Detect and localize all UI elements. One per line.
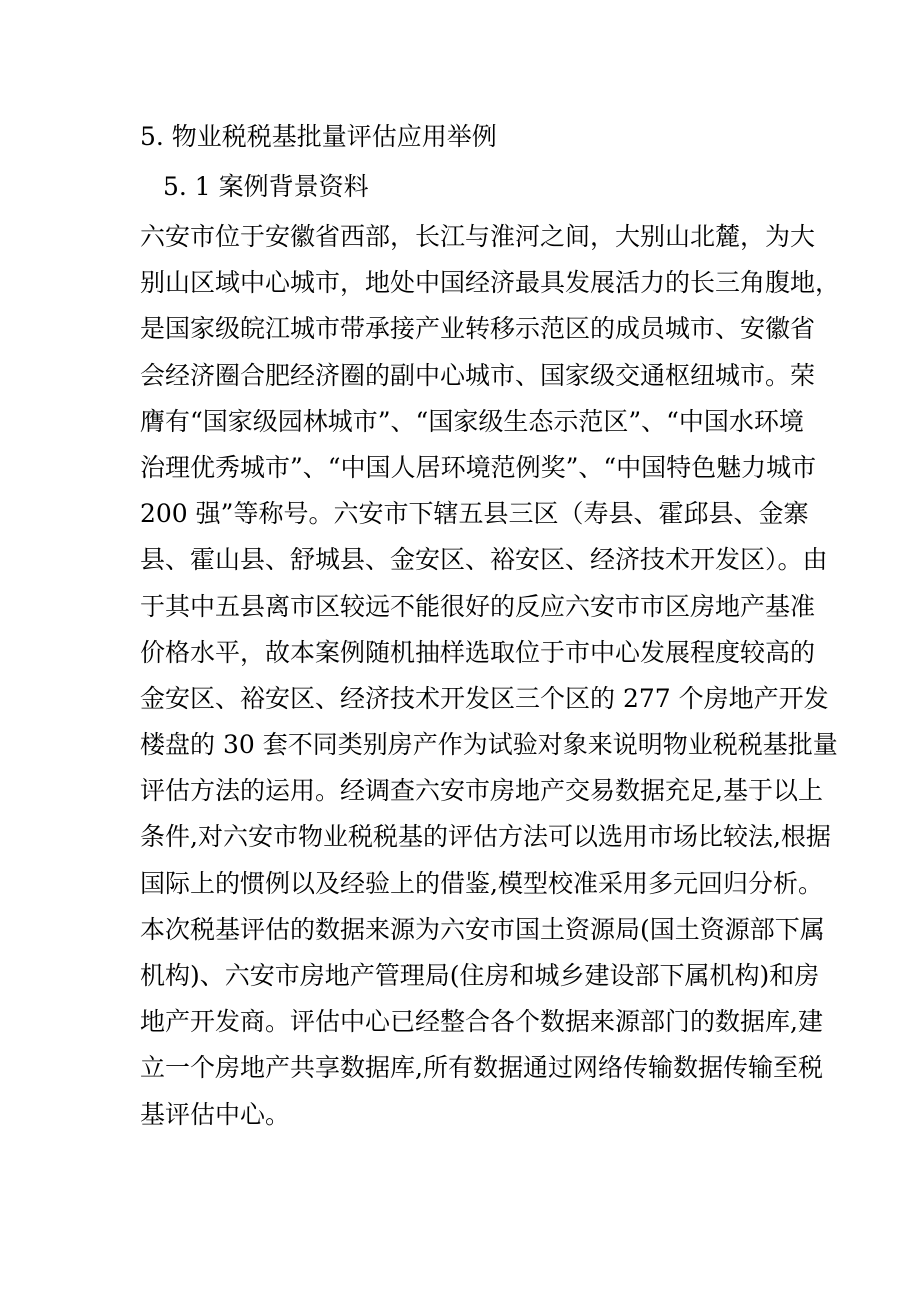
paragraph-line: 条件,对六安市物业税税基的评估方法可以选用市场比较法,根据 (140, 822, 831, 852)
paragraph-line: 县、霍山县、舒城县、金安区、裕安区、经济技术开发区）。由 (140, 545, 828, 575)
paragraph-line: 于其中五县离市区较远不能很好的反应六安市市区房地产基准 (140, 591, 816, 621)
paragraph-line: 立一个房地产共享数据库,所有数据通过网络传输数据传输至税 (140, 1053, 823, 1083)
paragraph-line: 价格水平，故本案例随机抽样选取位于市中心发展程度较高的 (140, 637, 816, 667)
paragraph-line: 金安区、裕安区、经济技术开发区三个区的 277 个房地产开发 (140, 683, 829, 713)
paragraph-line: 机构)、六安市房地产管理局(住房和城乡建设部下属机构)和房 (140, 961, 820, 990)
paragraph-line: 楼盘的 30 套不同类别房产作为试验对象来说明物业税税基批量 (140, 730, 838, 760)
paragraph-line: 别山区域中心城市，地处中国经济最具发展活力的长三角腹地， (140, 268, 841, 298)
paragraph-line: 基评估中心。 (140, 1099, 291, 1129)
paragraph-line: 本次税基评估的数据来源为六安市国土资源局(国土资源部下属 (140, 914, 825, 944)
body-paragraph (140, 214, 841, 1138)
section-title: 5. 物业税税基批量评估应用举例 (140, 122, 497, 151)
paragraph-line: 会经济圈合肥经济圈的副中心城市、国家级交通枢纽城市。荣 (140, 360, 816, 390)
paragraph-line: 评估方法的运用。经调查六安市房地产交易数据充足,基于以上 (140, 776, 823, 806)
subsection-title: 5. 1 案例背景资料 (163, 172, 369, 201)
paragraph-line: 六安市位于安徽省西部，长江与淮河之间，大别山北麓，为大 (140, 222, 816, 251)
paragraph-line: 治理优秀城市”、“中国人居环境范例奖”、“中国特色魅力城市 (140, 452, 817, 482)
paragraph-line: 国际上的惯例以及经验上的借鉴,模型校准采用多元回归分析。 (140, 868, 823, 898)
paragraph-line: 膺有“国家级园林城市”、“国家级生态示范区”、“中国水环境 (140, 406, 804, 436)
paragraph-line: 200 强”等称号。六安市下辖五县三区（寿县、霍邱县、金寨 (140, 499, 809, 529)
paragraph-line: 是国家级皖江城市带承接产业转移示范区的成员城市、安徽省 (140, 314, 816, 344)
paragraph-line: 地产开发商。评估中心已经整合各个数据来源部门的数据库,建 (140, 1007, 823, 1037)
